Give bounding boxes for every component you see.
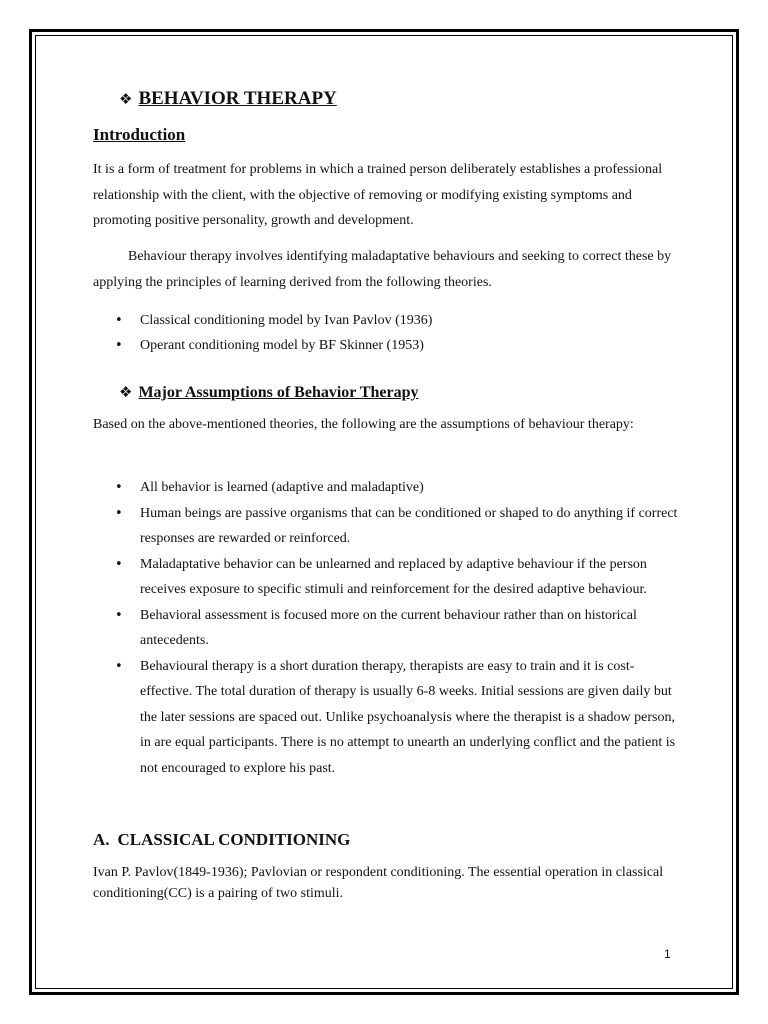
intro-paragraph: It is a form of treatment for problems in which a trained person deliberately establishes a professional relationship with the client, with the objective of removing or modifying existing symptoms and promoting positive personality, growth and development. [93,162,663,228]
diamond-bullet-icon: ❖ [119,90,133,108]
assumptions-heading-text: Major Assumptions of Behavior Therapy [138,384,419,401]
main-heading [119,88,337,110]
page-number: 1 [664,947,671,961]
list-item: • Behavioral assessment is focused more on the current behaviour rather than on historical antecedents. [93,603,678,654]
list-item: • Classical conditioning model by Ivan Pavlov (1936) [93,308,678,333]
list-item: • All behavior is learned (adaptive and maladaptive) [93,475,678,501]
assumptions-intro: Based on the above-mentioned theories, the following are the assumptions of behaviour therapy: [93,417,634,432]
assumptions-heading [119,382,418,403]
section-a-paragraph: Ivan P. Pavlov(1849-1936); Pavlovian or respondent conditioning. The essential operation in classical conditioning(CC) is a pairing of two stimuli. [93,865,664,901]
diamond-bullet-icon: ❖ [119,383,133,401]
list-item: • Operant conditioning model by BF Skinner (1953) [93,333,678,358]
theories-list [93,308,678,358]
list-item: • Human beings are passive organisms that can be conditioned or shaped to do anything if correct responses are rewarded or reinforced. [93,501,678,552]
section-a-heading [93,830,350,850]
theory-paragraph: Behaviour therapy involves identifying maladaptative behaviours and seeking to correct these by applying the principles of learning derived from the following theories. [93,249,672,290]
section-a-letter: A. [93,830,110,849]
intro-heading: Introduction [93,125,186,144]
section-a-title: CLASSICAL CONDITIONING [117,830,351,849]
main-heading-text: BEHAVIOR THERAPY [138,88,337,109]
assumptions-list [93,475,678,781]
list-item: • Maladaptative behavior can be unlearned and replaced by adaptive behaviour if the person receives exposure to specific stimuli and reinforcement for the desired adaptive behaviour. [93,552,678,603]
list-item: • Behavioural therapy is a short duration therapy, therapists are easy to train and it is cost-effective. The total duration of therapy is usually 6-8 weeks. Initial sessions are given daily but the later sessions are spaced out. Unlike psychoanalysis where the therapist is a shadow person, in are equal participants. There is no attempt to unearth an underlying conflict and the patient is not encouraged to explore his past. [93,654,678,782]
